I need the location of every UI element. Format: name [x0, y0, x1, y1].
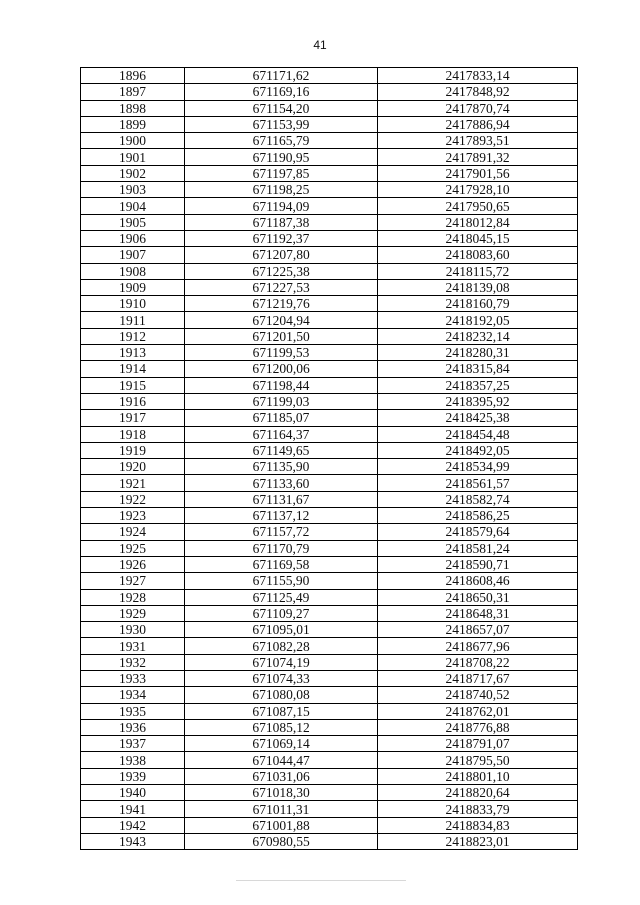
- point-number-cell: 1909: [81, 279, 185, 295]
- x-coordinate-cell: 671198,25: [185, 182, 378, 198]
- table-row: [81, 149, 578, 165]
- y-coordinate-cell: 2418232,14: [378, 328, 578, 344]
- table-row: [81, 393, 578, 409]
- x-coordinate-cell: 671169,16: [185, 84, 378, 100]
- point-number-cell: 1898: [81, 100, 185, 116]
- x-coordinate-cell: 671153,99: [185, 116, 378, 132]
- table-row: [81, 752, 578, 768]
- table-row: [81, 491, 578, 507]
- point-number-cell: 1914: [81, 361, 185, 377]
- y-coordinate-cell: 2417950,65: [378, 198, 578, 214]
- y-coordinate-cell: 2417848,92: [378, 84, 578, 100]
- table-row: [81, 263, 578, 279]
- x-coordinate-cell: 671149,65: [185, 442, 378, 458]
- point-number-cell: 1934: [81, 687, 185, 703]
- point-number-cell: 1933: [81, 670, 185, 686]
- table-row: [81, 361, 578, 377]
- y-coordinate-cell: 2418083,60: [378, 247, 578, 263]
- table-row: [81, 817, 578, 833]
- point-number-cell: 1943: [81, 833, 185, 849]
- y-coordinate-cell: 2418425,38: [378, 410, 578, 426]
- y-coordinate-cell: 2418776,88: [378, 719, 578, 735]
- x-coordinate-cell: 671201,50: [185, 328, 378, 344]
- x-coordinate-cell: 671200,06: [185, 361, 378, 377]
- y-coordinate-cell: 2418801,10: [378, 768, 578, 784]
- point-number-cell: 1935: [81, 703, 185, 719]
- y-coordinate-cell: 2418833,79: [378, 801, 578, 817]
- x-coordinate-cell: 671133,60: [185, 475, 378, 491]
- point-number-cell: 1941: [81, 801, 185, 817]
- x-coordinate-cell: 671069,14: [185, 736, 378, 752]
- y-coordinate-cell: 2418834,83: [378, 817, 578, 833]
- table-row: [81, 556, 578, 572]
- x-coordinate-cell: 671131,67: [185, 491, 378, 507]
- point-number-cell: 1910: [81, 296, 185, 312]
- y-coordinate-cell: 2418582,74: [378, 491, 578, 507]
- point-number-cell: 1905: [81, 214, 185, 230]
- table-row: [81, 719, 578, 735]
- table-row: [81, 638, 578, 654]
- table-row: [81, 345, 578, 361]
- table-row: [81, 377, 578, 393]
- table-row: [81, 573, 578, 589]
- table-row: [81, 328, 578, 344]
- x-coordinate-cell: 671187,38: [185, 214, 378, 230]
- x-coordinate-cell: 671204,94: [185, 312, 378, 328]
- point-number-cell: 1906: [81, 230, 185, 246]
- table-row: [81, 622, 578, 638]
- table-row: [81, 768, 578, 784]
- x-coordinate-cell: 671219,76: [185, 296, 378, 312]
- point-number-cell: 1932: [81, 654, 185, 670]
- coordinates-table: [80, 67, 578, 850]
- point-number-cell: 1937: [81, 736, 185, 752]
- point-number-cell: 1899: [81, 116, 185, 132]
- y-coordinate-cell: 2418160,79: [378, 296, 578, 312]
- table-row: [81, 230, 578, 246]
- x-coordinate-cell: 671011,31: [185, 801, 378, 817]
- table-row: [81, 279, 578, 295]
- y-coordinate-cell: 2418280,31: [378, 345, 578, 361]
- y-coordinate-cell: 2418708,22: [378, 654, 578, 670]
- x-coordinate-cell: 671198,44: [185, 377, 378, 393]
- point-number-cell: 1913: [81, 345, 185, 361]
- y-coordinate-cell: 2418139,08: [378, 279, 578, 295]
- y-coordinate-cell: 2418192,05: [378, 312, 578, 328]
- table-row: [81, 654, 578, 670]
- table-row: [81, 475, 578, 491]
- y-coordinate-cell: 2418762,01: [378, 703, 578, 719]
- point-number-cell: 1903: [81, 182, 185, 198]
- table-row: [81, 459, 578, 475]
- table-row: [81, 296, 578, 312]
- table-row: [81, 165, 578, 181]
- y-coordinate-cell: 2418581,24: [378, 540, 578, 556]
- table-row: [81, 198, 578, 214]
- x-coordinate-cell: 671170,79: [185, 540, 378, 556]
- table-row: [81, 540, 578, 556]
- point-number-cell: 1920: [81, 459, 185, 475]
- table-row: [81, 133, 578, 149]
- point-number-cell: 1931: [81, 638, 185, 654]
- x-coordinate-cell: 671018,30: [185, 785, 378, 801]
- point-number-cell: 1921: [81, 475, 185, 491]
- y-coordinate-cell: 2418395,92: [378, 393, 578, 409]
- table-row: [81, 100, 578, 116]
- x-coordinate-cell: 671031,06: [185, 768, 378, 784]
- x-coordinate-cell: 671137,12: [185, 508, 378, 524]
- y-coordinate-cell: 2418454,48: [378, 426, 578, 442]
- y-coordinate-cell: 2417901,56: [378, 165, 578, 181]
- table-row: [81, 508, 578, 524]
- table-row: [81, 426, 578, 442]
- point-number-cell: 1939: [81, 768, 185, 784]
- table-row: [81, 410, 578, 426]
- table-row: [81, 68, 578, 84]
- x-coordinate-cell: 671155,90: [185, 573, 378, 589]
- y-coordinate-cell: 2418590,71: [378, 556, 578, 572]
- y-coordinate-cell: 2417886,94: [378, 116, 578, 132]
- y-coordinate-cell: 2418315,84: [378, 361, 578, 377]
- y-coordinate-cell: 2418561,57: [378, 475, 578, 491]
- x-coordinate-cell: 671135,90: [185, 459, 378, 475]
- x-coordinate-cell: 671194,09: [185, 198, 378, 214]
- x-coordinate-cell: 671164,37: [185, 426, 378, 442]
- y-coordinate-cell: 2418791,07: [378, 736, 578, 752]
- bottom-divider: [236, 880, 406, 881]
- y-coordinate-cell: 2417870,74: [378, 100, 578, 116]
- x-coordinate-cell: 671157,72: [185, 524, 378, 540]
- point-number-cell: 1915: [81, 377, 185, 393]
- point-number-cell: 1923: [81, 508, 185, 524]
- x-coordinate-cell: 671125,49: [185, 589, 378, 605]
- point-number-cell: 1930: [81, 622, 185, 638]
- point-number-cell: 1907: [81, 247, 185, 263]
- x-coordinate-cell: 671225,38: [185, 263, 378, 279]
- y-coordinate-cell: 2418608,46: [378, 573, 578, 589]
- x-coordinate-cell: 671154,20: [185, 100, 378, 116]
- point-number-cell: 1904: [81, 198, 185, 214]
- y-coordinate-cell: 2418648,31: [378, 605, 578, 621]
- x-coordinate-cell: 671087,15: [185, 703, 378, 719]
- x-coordinate-cell: 671095,01: [185, 622, 378, 638]
- y-coordinate-cell: 2418717,67: [378, 670, 578, 686]
- point-number-cell: 1919: [81, 442, 185, 458]
- page-number: 41: [313, 38, 327, 52]
- table-row: [81, 84, 578, 100]
- table-row: [81, 589, 578, 605]
- y-coordinate-cell: 2418823,01: [378, 833, 578, 849]
- x-coordinate-cell: 671165,79: [185, 133, 378, 149]
- y-coordinate-cell: 2418820,64: [378, 785, 578, 801]
- y-coordinate-cell: 2418534,99: [378, 459, 578, 475]
- point-number-cell: 1940: [81, 785, 185, 801]
- point-number-cell: 1897: [81, 84, 185, 100]
- coordinates-table-body: [81, 68, 578, 850]
- point-number-cell: 1942: [81, 817, 185, 833]
- point-number-cell: 1928: [81, 589, 185, 605]
- point-number-cell: 1918: [81, 426, 185, 442]
- y-coordinate-cell: 2417928,10: [378, 182, 578, 198]
- point-number-cell: 1916: [81, 393, 185, 409]
- table-row: [81, 247, 578, 263]
- y-coordinate-cell: 2418657,07: [378, 622, 578, 638]
- x-coordinate-cell: 671169,58: [185, 556, 378, 572]
- point-number-cell: 1922: [81, 491, 185, 507]
- point-number-cell: 1912: [81, 328, 185, 344]
- point-number-cell: 1896: [81, 68, 185, 84]
- y-coordinate-cell: 2417891,32: [378, 149, 578, 165]
- table-row: [81, 687, 578, 703]
- table-row: [81, 605, 578, 621]
- y-coordinate-cell: 2418357,25: [378, 377, 578, 393]
- table-row: [81, 442, 578, 458]
- point-number-cell: 1924: [81, 524, 185, 540]
- x-coordinate-cell: 671080,08: [185, 687, 378, 703]
- point-number-cell: 1908: [81, 263, 185, 279]
- point-number-cell: 1927: [81, 573, 185, 589]
- x-coordinate-cell: 671001,88: [185, 817, 378, 833]
- x-coordinate-cell: 671199,03: [185, 393, 378, 409]
- y-coordinate-cell: 2418650,31: [378, 589, 578, 605]
- y-coordinate-cell: 2417833,14: [378, 68, 578, 84]
- y-coordinate-cell: 2418795,50: [378, 752, 578, 768]
- y-coordinate-cell: 2418115,72: [378, 263, 578, 279]
- table-row: [81, 736, 578, 752]
- x-coordinate-cell: 671171,62: [185, 68, 378, 84]
- x-coordinate-cell: 671085,12: [185, 719, 378, 735]
- x-coordinate-cell: 671207,80: [185, 247, 378, 263]
- y-coordinate-cell: 2418586,25: [378, 508, 578, 524]
- table-row: [81, 670, 578, 686]
- x-coordinate-cell: 671190,95: [185, 149, 378, 165]
- y-coordinate-cell: 2418740,52: [378, 687, 578, 703]
- x-coordinate-cell: 671199,53: [185, 345, 378, 361]
- point-number-cell: 1911: [81, 312, 185, 328]
- table-row: [81, 801, 578, 817]
- x-coordinate-cell: 670980,55: [185, 833, 378, 849]
- point-number-cell: 1902: [81, 165, 185, 181]
- y-coordinate-cell: 2418677,96: [378, 638, 578, 654]
- point-number-cell: 1929: [81, 605, 185, 621]
- x-coordinate-cell: 671082,28: [185, 638, 378, 654]
- y-coordinate-cell: 2418012,84: [378, 214, 578, 230]
- x-coordinate-cell: 671044,47: [185, 752, 378, 768]
- point-number-cell: 1925: [81, 540, 185, 556]
- y-coordinate-cell: 2418579,64: [378, 524, 578, 540]
- x-coordinate-cell: 671227,53: [185, 279, 378, 295]
- y-coordinate-cell: 2418045,15: [378, 230, 578, 246]
- table-row: [81, 116, 578, 132]
- table-row: [81, 182, 578, 198]
- point-number-cell: 1900: [81, 133, 185, 149]
- x-coordinate-cell: 671074,33: [185, 670, 378, 686]
- table-row: [81, 785, 578, 801]
- point-number-cell: 1936: [81, 719, 185, 735]
- table-row: [81, 833, 578, 849]
- y-coordinate-cell: 2418492,05: [378, 442, 578, 458]
- table-row: [81, 524, 578, 540]
- table-row: [81, 312, 578, 328]
- point-number-cell: 1926: [81, 556, 185, 572]
- y-coordinate-cell: 2417893,51: [378, 133, 578, 149]
- x-coordinate-cell: 671185,07: [185, 410, 378, 426]
- x-coordinate-cell: 671074,19: [185, 654, 378, 670]
- table-row: [81, 214, 578, 230]
- point-number-cell: 1901: [81, 149, 185, 165]
- x-coordinate-cell: 671109,27: [185, 605, 378, 621]
- point-number-cell: 1938: [81, 752, 185, 768]
- table-row: [81, 703, 578, 719]
- point-number-cell: 1917: [81, 410, 185, 426]
- x-coordinate-cell: 671192,37: [185, 230, 378, 246]
- x-coordinate-cell: 671197,85: [185, 165, 378, 181]
